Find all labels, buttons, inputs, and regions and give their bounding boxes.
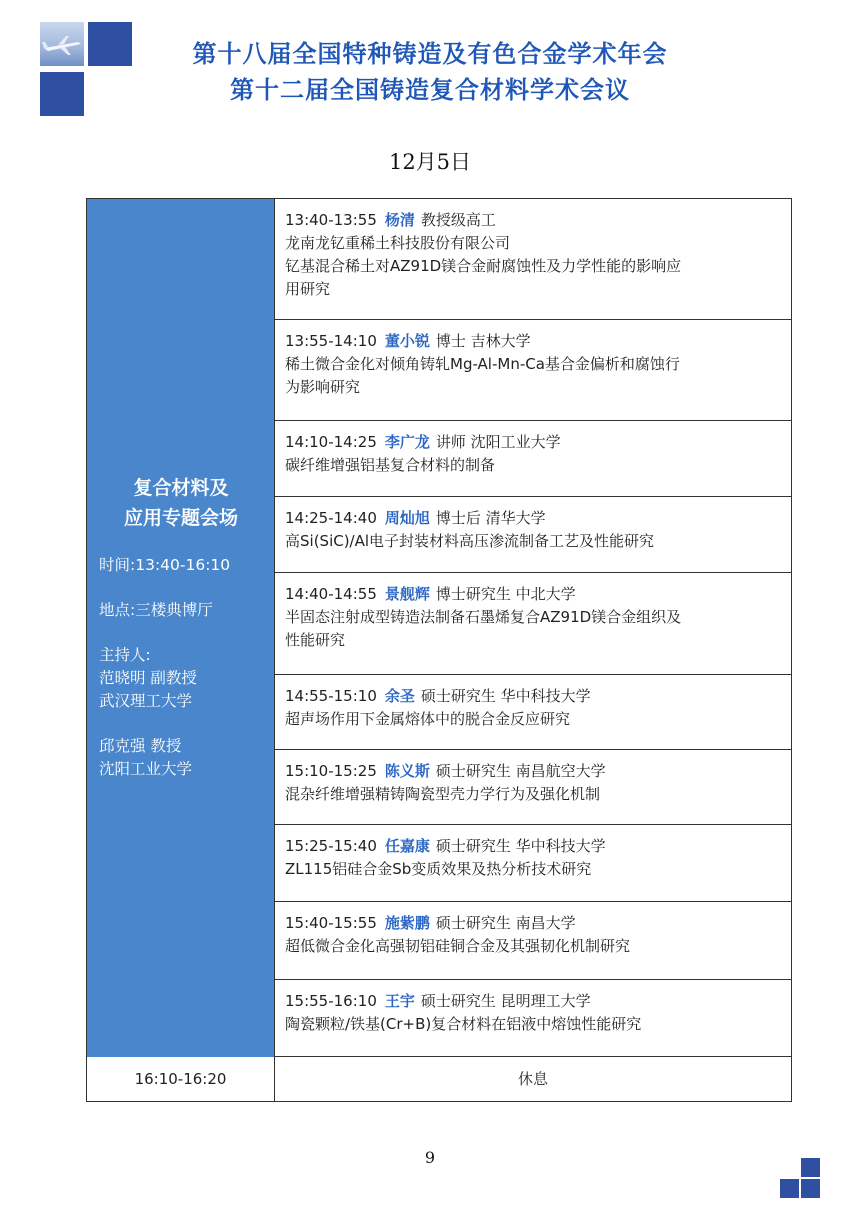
talk-time: 15:55-16:10 (285, 992, 377, 1010)
session-time: 时间:13:40-16:10 (99, 556, 231, 574)
talk-time: 14:10-14:25 (285, 433, 377, 451)
talk-time: 13:55-14:10 (285, 332, 377, 350)
talk-row (275, 199, 791, 320)
talk-line: 钇基混合稀土对AZ91D镁合金耐腐蚀性及力学性能的影响应 (285, 257, 682, 275)
talk-row (275, 980, 791, 1057)
session-meta (99, 554, 269, 781)
talk-line: 高Si(SiC)/Al电子封装材料高压渗流制备工艺及性能研究 (285, 532, 655, 550)
talk-speaker: 景舰辉 (384, 585, 430, 603)
talk-speaker: 杨清 (384, 211, 415, 229)
talk-line: 性能研究 (285, 631, 346, 649)
talk-line: 超低微合金化高强韧铝硅铜合金及其强韧化机制研究 (285, 937, 631, 955)
talk-line: 用研究 (285, 280, 331, 298)
host-label: 主持人: (99, 646, 151, 664)
talk-line: 稀土微合金化对倾角铸轧Mg-Al-Mn-Ca基合金偏析和腐蚀行 (285, 355, 680, 373)
talk-speaker: 余圣 (384, 687, 415, 705)
talk-speaker: 施紫鹏 (384, 914, 430, 932)
talk-row (275, 675, 791, 750)
title-line-2: 第十二届全国铸造复合材料学术会议 (230, 76, 630, 104)
session-name (87, 473, 275, 533)
talk-speaker-info: 硕士研究生 南昌大学 (435, 914, 576, 932)
session-info-cell (87, 199, 275, 1057)
host-1-affiliation: 武汉理工大学 (99, 692, 193, 710)
talk-time: 14:25-14:40 (285, 509, 377, 527)
talk-speaker-info: 硕士研究生 昆明理工大学 (420, 992, 591, 1010)
schedule-date: 12月5日 (388, 150, 472, 174)
talk-speaker-info: 讲师 沈阳工业大学 (435, 433, 561, 451)
host-2-affiliation: 沈阳工业大学 (99, 760, 193, 778)
talk-time: 15:40-15:55 (285, 914, 377, 932)
talk-line: 半固态注射成型铸造法制备石墨烯复合AZ91D镁合金组织及 (285, 608, 682, 626)
session-name-line-2: 应用专题会场 (123, 507, 238, 529)
session-name-line-1: 复合材料及 (133, 477, 229, 499)
talk-speaker-info: 教授级高工 (420, 211, 496, 229)
airplane-photo-icon (40, 22, 84, 66)
session-location: 地点:三楼典博厅 (99, 601, 213, 619)
talk-speaker-info: 博士 吉林大学 (435, 332, 531, 350)
talk-time: 14:55-15:10 (285, 687, 377, 705)
talk-line: ZL115铝硅合金Sb变质效果及热分析技术研究 (285, 860, 592, 878)
talk-speaker-info: 硕士研究生 南昌航空大学 (435, 762, 606, 780)
talk-line: 碳纤维增强铝基复合材料的制备 (285, 456, 496, 474)
talk-row (275, 825, 791, 902)
talk-line: 龙南龙钇重稀土科技股份有限公司 (285, 234, 511, 252)
talk-speaker: 任嘉康 (384, 837, 430, 855)
talk-speaker-info: 硕士研究生 华中科技大学 (435, 837, 606, 855)
airplane-logo-icon (40, 22, 132, 116)
talk-row (275, 421, 791, 497)
talk-speaker: 陈义斯 (384, 762, 430, 780)
title-line-1: 第十八届全国特种铸造及有色合金学术年会 (192, 40, 668, 68)
talk-row (275, 573, 791, 675)
talk-row (275, 750, 791, 825)
talk-line: 陶瓷颗粒/铁基(Cr+B)复合材料在铝液中熔蚀性能研究 (285, 1015, 642, 1033)
talk-speaker-info: 硕士研究生 华中科技大学 (420, 687, 591, 705)
break-label: 休息 (517, 1070, 548, 1088)
talk-line: 混杂纤维增强精铸陶瓷型壳力学行为及强化机制 (285, 785, 601, 803)
talk-speaker: 李广龙 (384, 433, 430, 451)
talk-speaker-info: 博士后 清华大学 (435, 509, 546, 527)
break-time: 16:10-16:20 (87, 1057, 275, 1101)
talk-line: 为影响研究 (285, 378, 361, 396)
talk-speaker: 董小锐 (384, 332, 430, 350)
corner-squares-icon (780, 1158, 822, 1198)
talk-speaker: 王宇 (384, 992, 415, 1010)
talk-row (275, 902, 791, 980)
talk-row (275, 320, 791, 421)
host-2-name: 邱克强 教授 (99, 737, 182, 755)
talk-time: 13:40-13:55 (285, 211, 377, 229)
talk-time: 15:10-15:25 (285, 762, 377, 780)
talk-line: 超声场作用下金属熔体中的脱合金反应研究 (285, 710, 571, 728)
talk-time: 15:25-15:40 (285, 837, 377, 855)
talk-row (275, 497, 791, 573)
talk-time: 14:40-14:55 (285, 585, 377, 603)
conference-title (150, 36, 710, 108)
talk-speaker: 周灿旭 (384, 509, 430, 527)
talk-speaker-info: 博士研究生 中北大学 (435, 585, 576, 603)
page-number: 9 (424, 1148, 436, 1167)
host-1-name: 范晓明 副教授 (99, 669, 197, 687)
schedule-table (86, 198, 792, 1102)
